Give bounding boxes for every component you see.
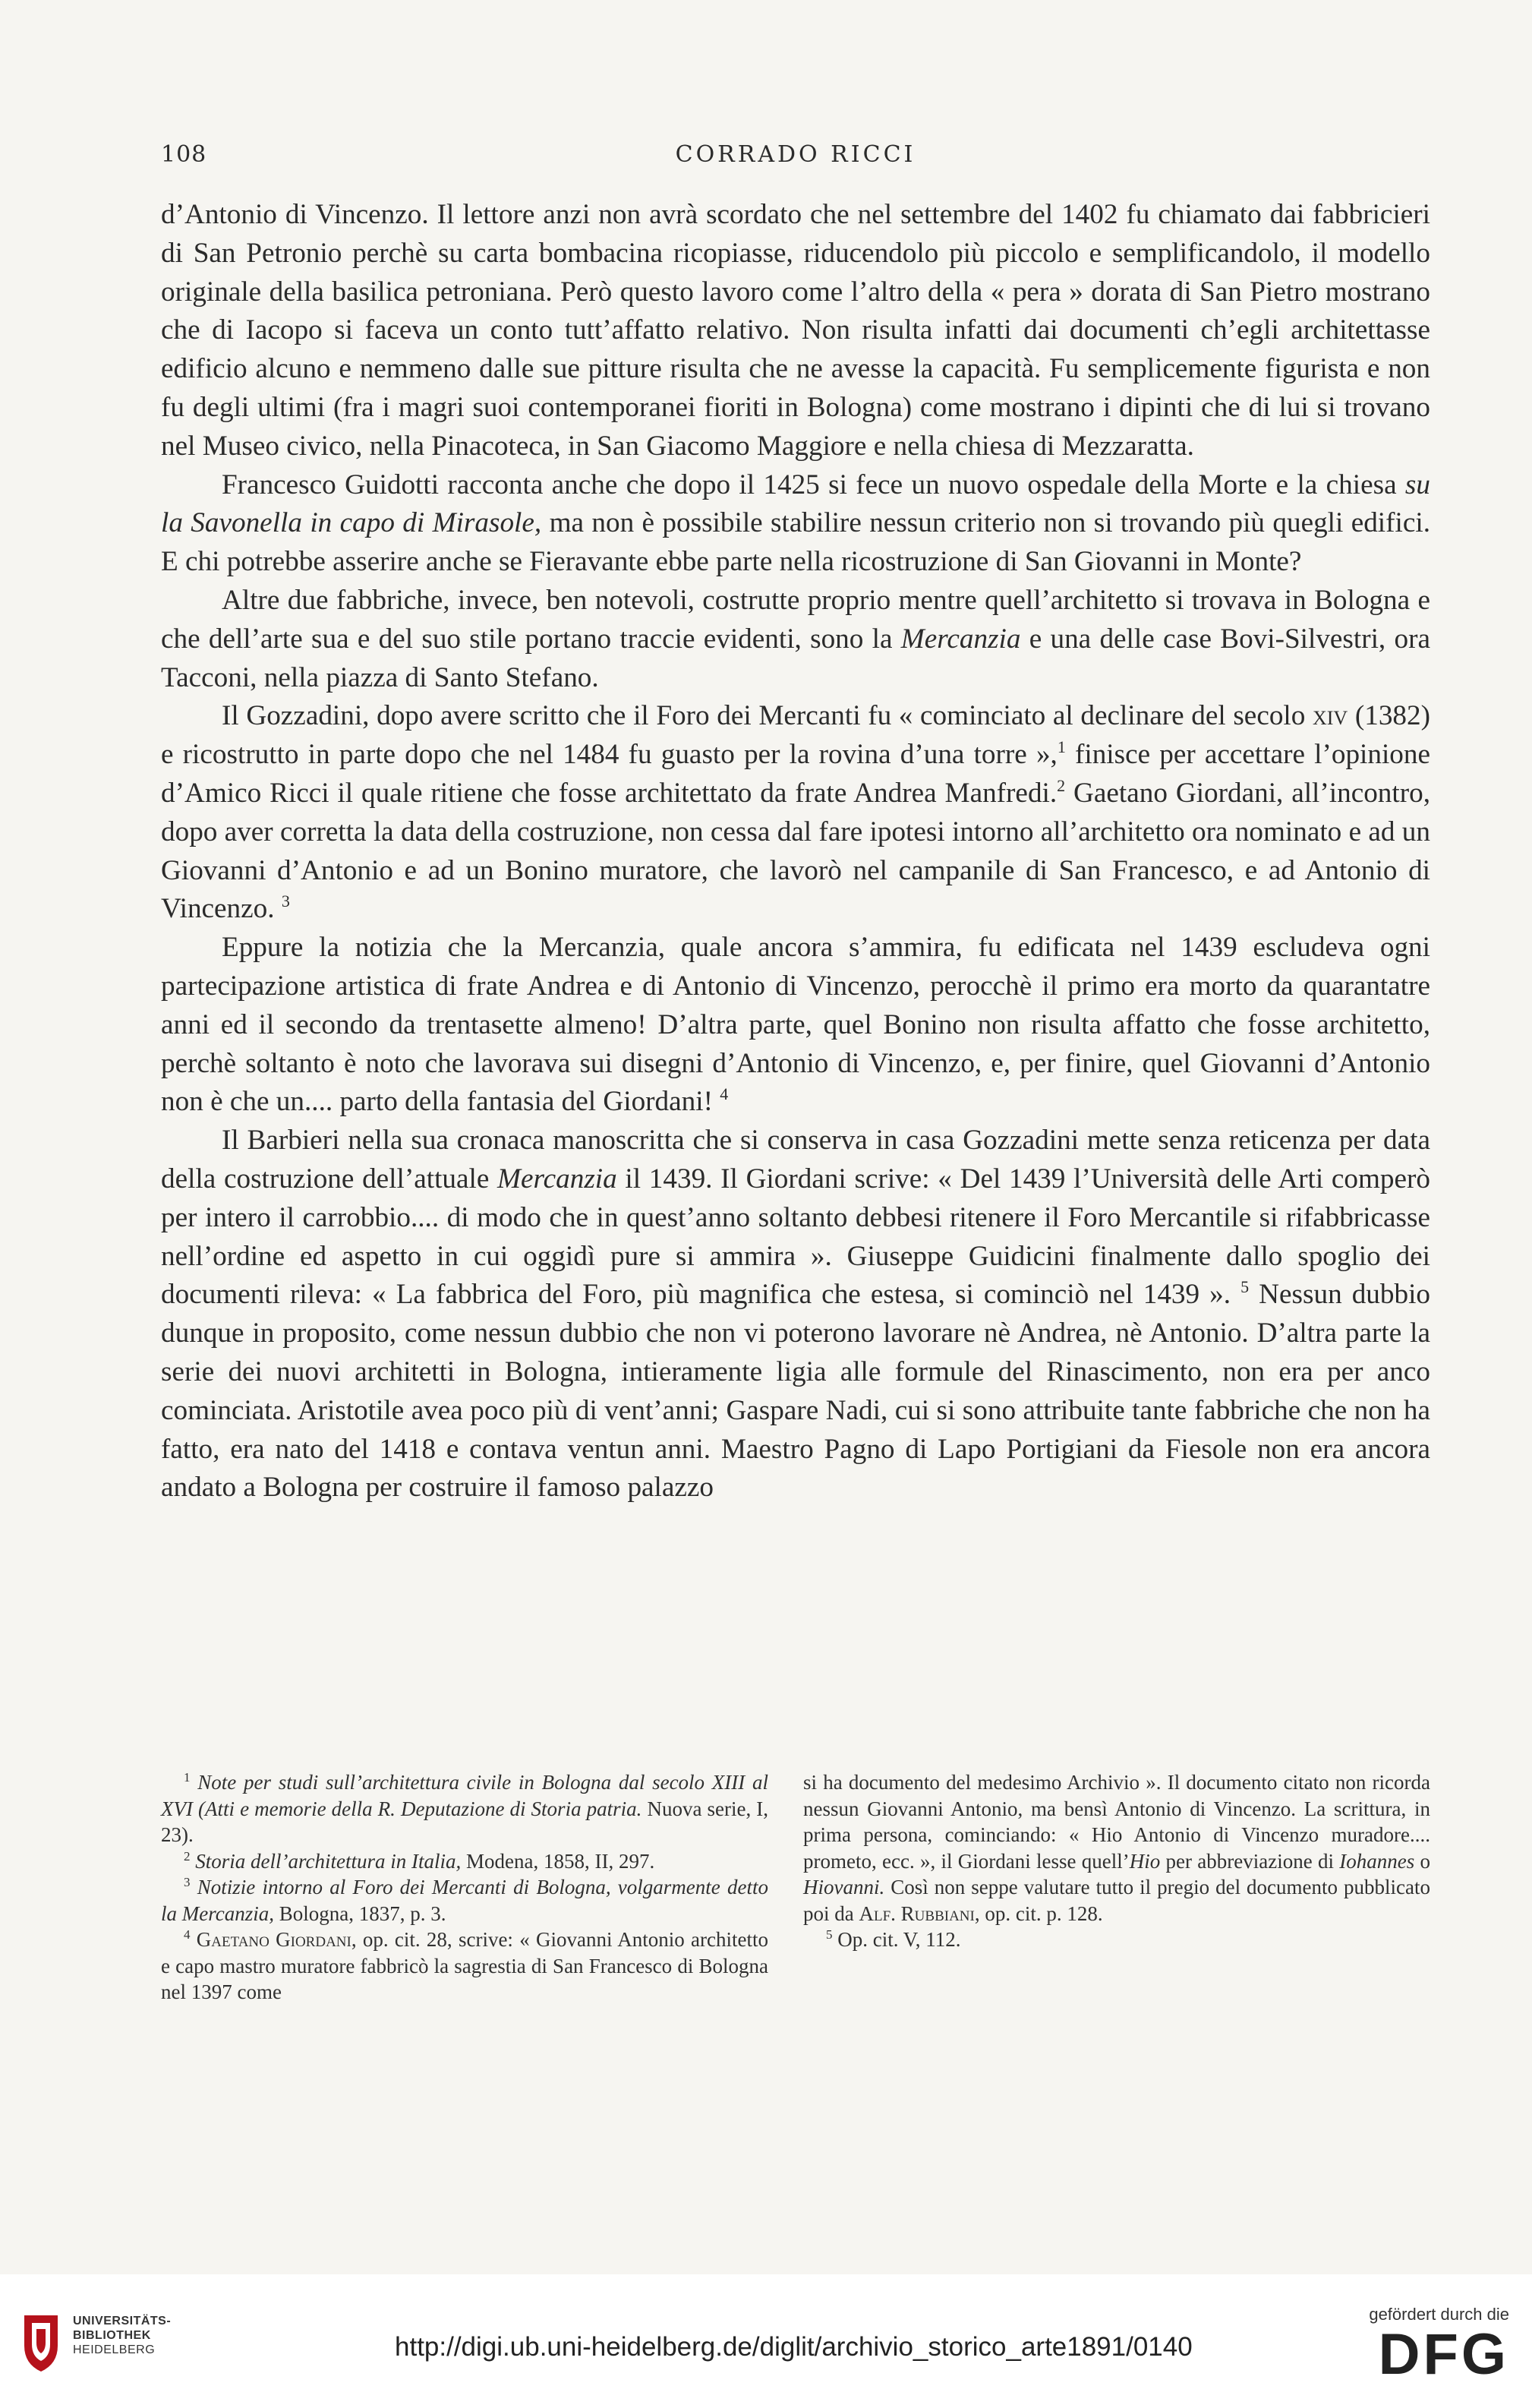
paragraph: d’Antonio di Vincenzo. Il lettore anzi non avrà scordato che nel settembre del 1402 fu chiamato dai fabbricieri di San Petronio perchè su carta bombacina ricopiasse, riducendolo più piccolo e semplificandolo, il modello originale della basilica petroniana. Però questo lavoro come l’altro della « pera » dorata di San Pietro mostrano che di Iacopo si faceva un conto tutt’affatto relativo. Non risulta infatti dai documenti ch’egli architettasse edificio alcuno e nemmeno dalle sue pitture risulta che ne avesse la capacità. Fu semplicemente figurista e non fu degli ultimi (fra i magri suoi contemporanei fioriti in Bologna) come mostrano i dipinti che di lui si trovano nel Museo civico, nella Pinacoteca, in San Giacomo Maggiore e nella chiesa di Mezzaratta. (161, 199, 1430, 462)
main-text (161, 196, 1430, 1507)
page-header (161, 141, 1430, 179)
page-number: 108 (161, 141, 207, 168)
footnote-continuation: si ha documento del medesimo Archivio ». Il documento citato non ricorda nessun Giovanni Antonio, ma bensì Antonio di Vincenzo. La scrittura, in prima persona, cominciando: « Hio Antonio di Vincenzo muradore.... prometo, ecc. », il Giordani lesse quell’Hio per abbreviazione di Iohannes o Hiovanni. Così non seppe valutare tutto il pregio del documento pubblicato poi da Alf. Rubbiani, op. cit. p. 128. (803, 1771, 1431, 1925)
footnote-ref: 2 (1057, 775, 1066, 795)
viewer-footer (0, 2274, 1532, 2408)
paragraph: Il Gozzadini, dopo avere scritto che il Foro dei Mercanti fu « cominciato al declinare del secolo xiv (1382) e ricostrutto in parte dopo che nel 1484 fu guasto per la rovina d’una torre »,$^1$ finisce per accettare l’opinione d’Amico Ricci il quale ritiene che fosse architettato da frate Andrea Manfredi.$^2$ Gaetano Giordani, all’incontro, dopo aver corretta la data della costruzione, non cessa dal fare ipotesi intorno all’architetto ora nominato e ad un Giovanni d’Antonio e ad un Bonino muratore, che lavorò nel campanile di San Francesco, e ad Antonio di Vincenzo. $^3$ (161, 700, 1430, 925)
sponsor-caption: gefördert durch die (1369, 2305, 1509, 2324)
footnote-ref: 3 (281, 892, 290, 911)
italic-title: Mercanzia (497, 1163, 617, 1195)
italic-title: Mercanzia (900, 623, 1021, 655)
library-name: UNIVERSITÄTS- BIBLIOTHEK HEIDELBERG (73, 2315, 172, 2356)
footnote-ref: 4 (720, 1084, 729, 1104)
dfg-logo-text: DFG (1378, 2322, 1509, 2387)
italic-title: su la Savonella in capo di Mirasole, (161, 469, 1430, 539)
library-seal-icon (18, 2312, 64, 2373)
footnote: $^3$ Notizie intorno al Foro dei Mercanti di Bologna, volgarmente detto la Mercanzia, Bologna, 1837, p. 3. (161, 1875, 768, 1925)
footnotes-left-column (161, 1769, 768, 2006)
university-library-logo[interactable] (18, 2308, 172, 2376)
footnote-ref: 5 (1240, 1277, 1250, 1297)
paragraph: Il Barbieri nella sua cronaca manoscritta che si conserva in casa Gozzadini mette senza reticenza per data della costruzione dell’attuale Mercanzia il 1439. Il Giordani scrive: « Del 1439 l’Università delle Arti comperò per intero il carrobbio.... di modo che in quest’anno soltanto debbesi ritenere il Foro Mercantile si rifabbricasse nell’ordine ed aspetto in cui oggidì pure si ammira ». Giuseppe Guidicini finalmente dallo spoglio dei documenti rileva: « La fabbrica del Foro, più magnifica che estesa, si cominciò nel 1439 ». $^5$ Nessun dubbio dunque in proposito, come nessun dubbio che non vi poterono lavorare nè Andrea, nè Antonio. D’altra parte la serie dei nuovi architetti in Bologna, intieramente ligia alle formule del Rinascimento, non era per anco cominciata. Aristotile avea poco più di vent’anni; Gaspare Nadi, cui si sono attribuite tante fabbriche che non ha fatto, era nato del 1418 e contava ventun anni. Maestro Pagno di Lapo Portigiani da Fiesole non era ancora andato a Bologna per costruire il famoso palazzo (161, 1125, 1431, 1504)
footnote: $^1$ Note per studi sull’architettura civile in Bologna dal secolo XIII al XVI (Atti e memorie della R. Deputazione di Storia patria. Nuova serie, I, 23). (161, 1770, 769, 1846)
dfg-sponsor-logo[interactable] (1335, 2305, 1509, 2396)
footnote: $^4$ Gaetano Giordani, op. cit. 28, scrive: « Giovanni Antonio architetto e capo mastro muratore fabbricò la sagrestia di San Francesco di Bologna nel 1397 come (161, 1927, 768, 2003)
footnotes-right-column (803, 1769, 1430, 1953)
paragraph: Altre due fabbriche, invece, ben notevoli, costrutte proprio mentre quell’architetto si trovava in Bologna e che dell’arte sua e del suo stile portano traccie evidenti, sono la Mercanzia e una delle case Bovi-Silvestri, ora Tacconi, nella piazza di Santo Stefano. (161, 584, 1430, 693)
paragraph: Francesco Guidotti racconta anche che dopo il 1425 si fece un nuovo ospedale della Morte e la chiesa su la Savonella in capo di Mirasole, ma non è possibile stabilire nessun criterio non si trovando più quegli edifici. E chi potrebbe asserire anche se Fieravante ebbe parte nella ricostruzione di San Giovanni in Monte? (161, 469, 1430, 578)
paragraph: Eppure la notizia che la Mercanzia, quale ancora s’ammira, fu edificata nel 1439 escludeva ogni partecipazione artistica di frate Andrea e di Antonio di Vincenzo, perocchè il primo era morto da quarantatre anni ed il secondo da trentasette almeno! D’altra parte, quel Bonino non risulta affatto che fosse architetto, perchè soltanto è noto che lavorava sui disegni d’Antonio di Vincenzo, e, per finire, quel Giovanni d’Antonio non è che un.... parto della fantasia del Giordani! $^4$ (161, 932, 1430, 1118)
running-title: CORRADO RICCI (675, 141, 916, 168)
footnote: $^2$ Storia dell’architettura in Italia, Modena, 1858, II, 297. (184, 1848, 655, 1873)
footnote-ref: 1 (1057, 737, 1066, 757)
footnote: $^5$ Op. cit. V, 112. (826, 1927, 961, 1951)
permalink-url[interactable]: http://digi.ub.uni-heidelberg.de/diglit/archivio_storico_arte1891/0140 (395, 2332, 1193, 2362)
